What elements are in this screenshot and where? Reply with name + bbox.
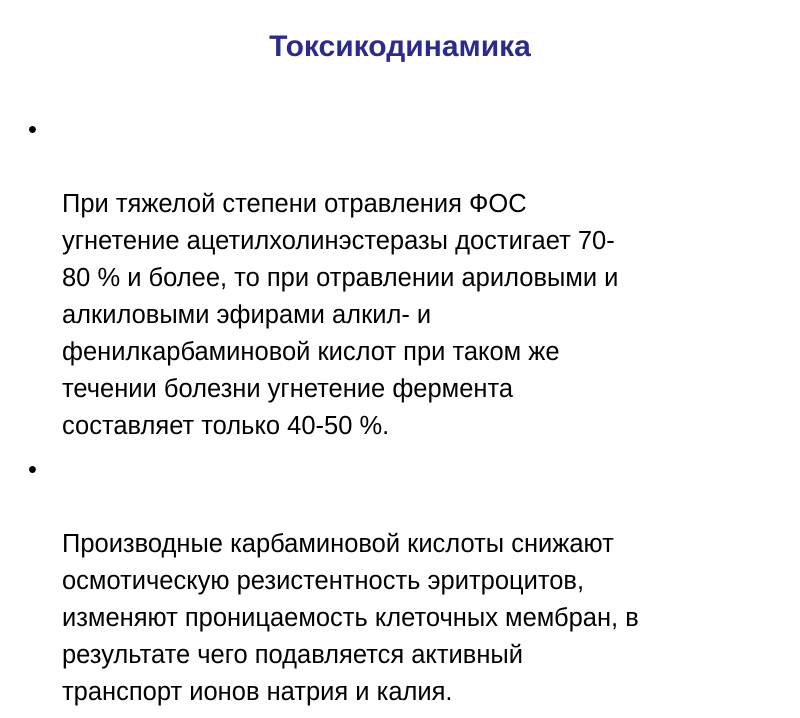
bullet-item	[28, 452, 758, 711]
bullet-icon: •	[28, 456, 37, 484]
bullet-item	[28, 112, 758, 445]
bullet-list	[28, 112, 758, 718]
bullet-text: Производные карбаминовой кислоты снижают осмотическую резистентность эритроцитов, изменяют проницаемость клеточных мембран, в результате чего подавляется активный транспорт ионов натрия и калия.	[62, 530, 639, 706]
bullet-icon: •	[28, 116, 37, 144]
slide-title: Токсикодинамика	[269, 30, 531, 63]
bullet-text: При тяжелой степени отравления ФОС угнетение ацетилхолинэстеразы достигает 70- 80 % и более, то при отравлении ариловыми и алкиловыми эфирами алкил- и фенилкарбаминовой кислот при таком же течении болезни угнетение фермента составляет только 40-50 %.	[62, 190, 619, 440]
